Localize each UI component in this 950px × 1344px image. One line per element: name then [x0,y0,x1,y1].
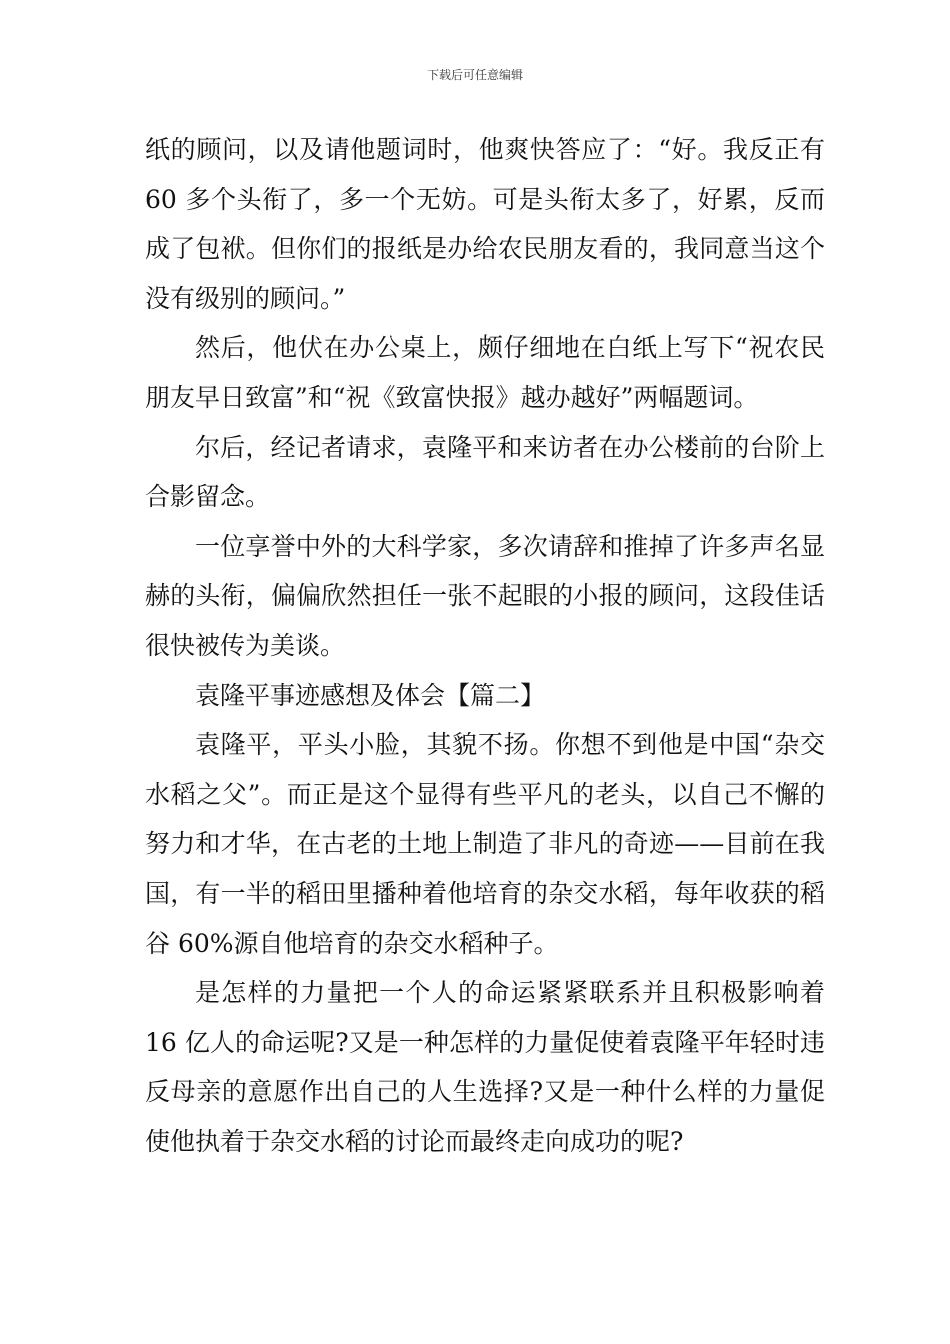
paragraph-4: 一位享誉中外的大科学家，多次请辞和推掉了许多声名显赫的头衔，偏偏欣然担任一张不起眼的小报的顾问，这段佳话很快被传为美谈。 [145,531,825,660]
document-body [145,125,825,1166]
paragraph-3: 尔后，经记者请求，袁隆平和来访者在办公楼前的台阶上合影留念。 [145,432,825,512]
paragraph-5: 袁隆平，平头小脸，其貌不扬。你想不到他是中国“杂交水稻之父”。而正是这个显得有些平凡的老头，以自己不懈的努力和才华，在古老的土地上制造了非凡的奇迹——目前在我国，有一半的稻田里播种着他培育的杂交水稻，每年收获的稻谷 60%源自他培育的杂交水稻种子。 [145,730,825,958]
paragraph-2: 然后，他伏在办公桌上，颇仔细地在白纸上写下“祝农民朋友早日致富”和“祝《致富快报》越办越好”两幅题词。 [145,333,825,412]
section-heading: 袁隆平事迹感想及体会【篇二】 [195,680,546,710]
paragraph-1: 纸的顾问，以及请他题词时，他爽快答应了：“好。我反正有 60 多个头衔了，多一个无妨。可是头衔太多了，好累，反而成了包袱。但你们的报纸是办给农民朋友看的，我同意当这个没有级别的顾问。” [145,135,825,313]
paragraph-6: 是怎样的力量把一个人的命运紧紧联系并且积极影响着 16 亿人的命运呢?又是一种怎样的力量促使着袁隆平年轻时违反母亲的意愿作出自己的人生选择?又是一种什么样的力量促使他执着于杂交水稻的讨论而最终走向成功的呢? [145,978,825,1156]
page-header: 下载后可任意编辑 [426,68,523,82]
